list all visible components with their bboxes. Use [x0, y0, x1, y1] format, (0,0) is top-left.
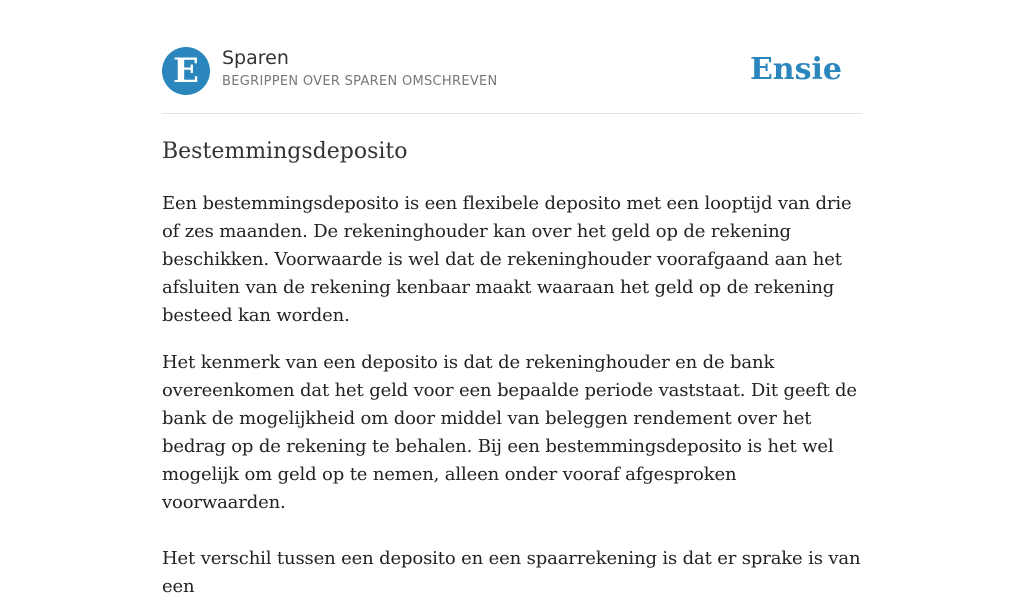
article-paragraph-2: Het kenmerk van een deposito is dat de rekeninghouder en de bank overeenkomen dat het geld voor een bepaalde periode vaststaat. Dit geeft de bank de mogelijkheid om door middel van beleggen rendement over het bedrag op de rekening te behalen. Bij een bestemmingsdeposito is het wel mogelijk om geld op te nemen, alleen onder vooraf afgesproken voorwaarden.: [162, 352, 857, 513]
header-divider: [162, 113, 862, 114]
article-paragraph-1: Een bestemmingsdeposito is een flexibele deposito met een looptijd van drie of zes maanden. De rekeninghouder kan over het geld op de rekening beschikken. Voorwaarde is wel dat de rekeninghouder voorafgaand aan het afsluiten van de rekening kenbaar maakt waaraan het geld op de rekening besteed kan worden.: [162, 193, 852, 326]
brand-logo[interactable]: Ensie: [749, 52, 842, 87]
article-title: Bestemmingsdeposito: [162, 139, 408, 164]
header: [162, 46, 862, 96]
category-subtitle: BEGRIPPEN OVER SPAREN OMSCHREVEN: [222, 74, 498, 89]
category-title[interactable]: Sparen: [222, 47, 289, 69]
article: [162, 136, 862, 601]
category-logo-icon[interactable]: E: [162, 47, 210, 95]
article-paragraph-3: Het verschil tussen een deposito en een spaarrekening is dat er sprake is van een: [162, 548, 861, 597]
